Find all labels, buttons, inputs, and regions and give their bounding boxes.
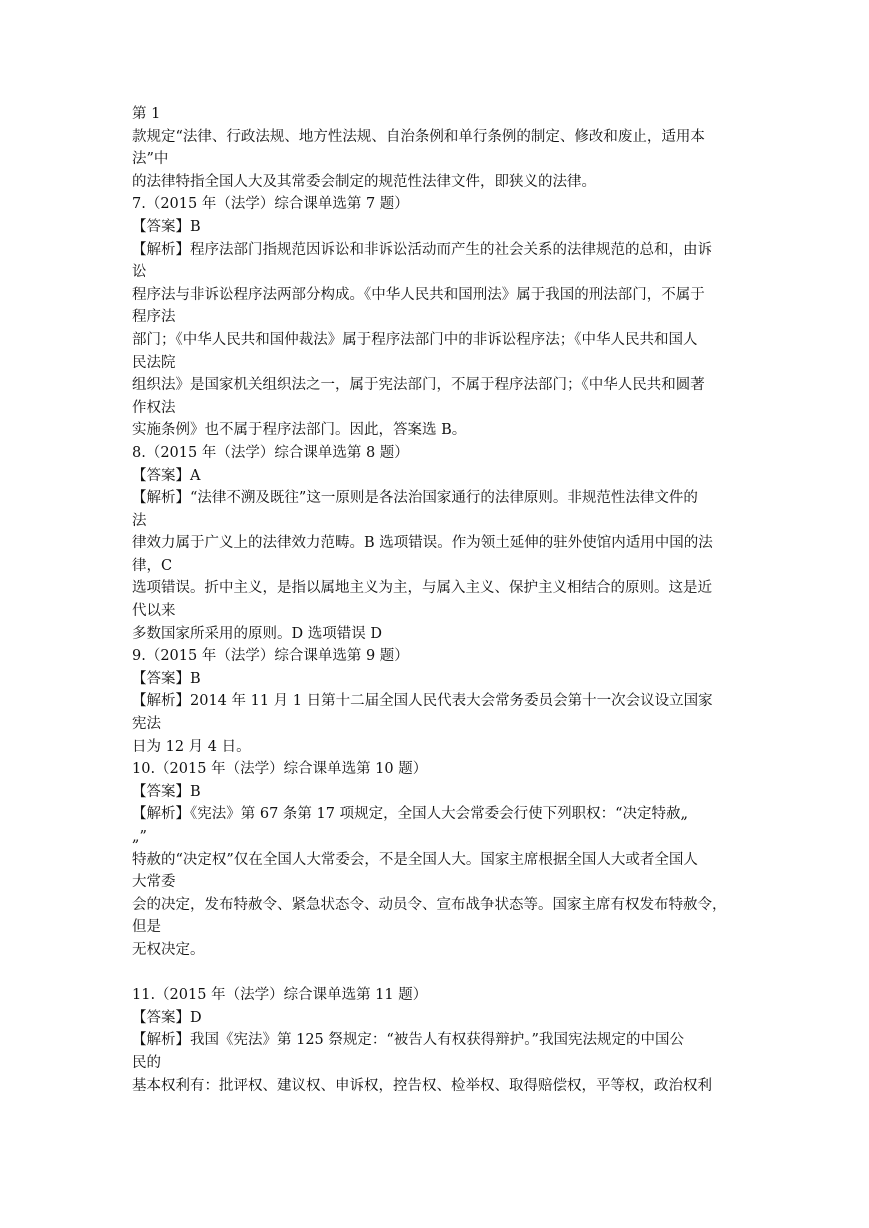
analysis-line: 【解析】程序法部门指规范因诉讼和非诉讼活动而产生的社会关系的法律规范的总和，由诉: [132, 241, 712, 258]
text-line: 程序法与非诉讼程序法两部分构成。《中华人民共和国刑法》属于我国的刑法部门，不属于: [132, 286, 705, 303]
text-line: 代以来: [132, 603, 176, 620]
question-heading: 10.（2015 年（法学）综合课单选第 10 题）: [132, 761, 428, 778]
text-line: 讼: [132, 264, 147, 281]
question-heading: 8.（2015 年（法学）综合课单选第 8 题）: [132, 444, 409, 461]
text-line: 无权决定。: [132, 941, 205, 958]
text-line: 特赦的“决定权”仅在全国人大常委会，不是全国人大。国家主席根据全国人大或者全国人: [132, 851, 698, 868]
question-heading: 9.（2015 年（法学）综合课单选第 9 题）: [132, 648, 409, 665]
blank-line: [132, 962, 744, 985]
text-line: 作权法: [132, 399, 176, 416]
text-line: 大常委: [132, 874, 176, 891]
analysis-line: 【解析】《宪法》第 67 条第 17 项规定，全国人大会常委会行使下列职权：“决定特赦„: [132, 806, 689, 823]
text-line: 第 1: [132, 106, 161, 122]
text-line: 组织法》是国家机关组织法之一，属于宪法部门，不属于程序法部门；《中华人民共和圆著: [132, 377, 705, 394]
text-line: 民法院: [132, 354, 176, 371]
text-line: 多数国家所采用的原则。D 选项错误 D: [132, 625, 382, 642]
answer-line: 【答案】D: [132, 1009, 202, 1026]
text-line: 律，C: [132, 557, 173, 574]
text-line: 款规定“法律、行政法规、地方性法规、自治条例和单行条例的制定、修改和废止，适用本: [132, 128, 705, 145]
text-line: 但是: [132, 919, 161, 936]
text-line: 法”中: [132, 151, 169, 168]
text-line: 日为 12 月 4 日。: [132, 738, 251, 755]
text-line: 部门；《中华人民共和国仲裁法》属于程序法部门中的非诉讼程序法；《中华人民共和国人: [132, 331, 698, 348]
question-heading: 11.（2015 年（法学）综合课单选第 11 题）: [132, 987, 428, 1004]
text-line: „”: [132, 829, 147, 845]
answer-line: 【答案】B: [132, 783, 201, 800]
text-line: 律效力属于广义上的法律效力范畴。B 选项错误。作为领土延伸的驻外使馆内适用中国的法: [132, 535, 713, 552]
text-line: 法: [132, 512, 147, 529]
analysis-line: 【解析】我国《宪法》第 125 祭规定：“被告人有权获得辩护。”我国宪法规定的中国公: [132, 1032, 684, 1049]
text-line: 选项错误。折中主义，是指以属地主义为主，与属入主义、保护主义相结合的原则。这是近: [132, 580, 712, 597]
analysis-line: 【解析】2014 年 11 月 1 日第十二届全国人民代表大会常务委员会第十一次会议设立国家: [132, 693, 713, 710]
answer-line: 【答案】B: [132, 218, 201, 235]
document-body: [132, 103, 744, 1097]
text-line: 宪法: [132, 716, 161, 733]
text-line: 实施条例》也不属于程序法部门。因此，答案选 B。: [132, 422, 467, 439]
answer-line: 【答案】A: [132, 467, 201, 484]
text-line: 民的: [132, 1054, 161, 1071]
text-line: 基本权利有：批评权、建议权、申诉权，控告权、检举权、取得赔偿权，平等权，政治权利: [132, 1077, 712, 1094]
text-line: 会的决定，发布特赦令、紧急状态令、动员令、宣布战争状态等。国家主席有权发布特赦令，: [132, 896, 727, 913]
answer-line: 【答案】B: [132, 670, 201, 687]
text-line: 的法律特指全国人大及其常委会制定的规范性法律文件，即狭义的法律。: [132, 173, 596, 190]
text-line: 程序法: [132, 309, 176, 326]
question-heading: 7.（2015 年（法学）综合课单选第 7 题）: [132, 196, 409, 213]
analysis-line: 【解析】“法律不溯及既往”这一原则是各法治国家通行的法律原则。非规范性法律文件的: [132, 490, 698, 507]
